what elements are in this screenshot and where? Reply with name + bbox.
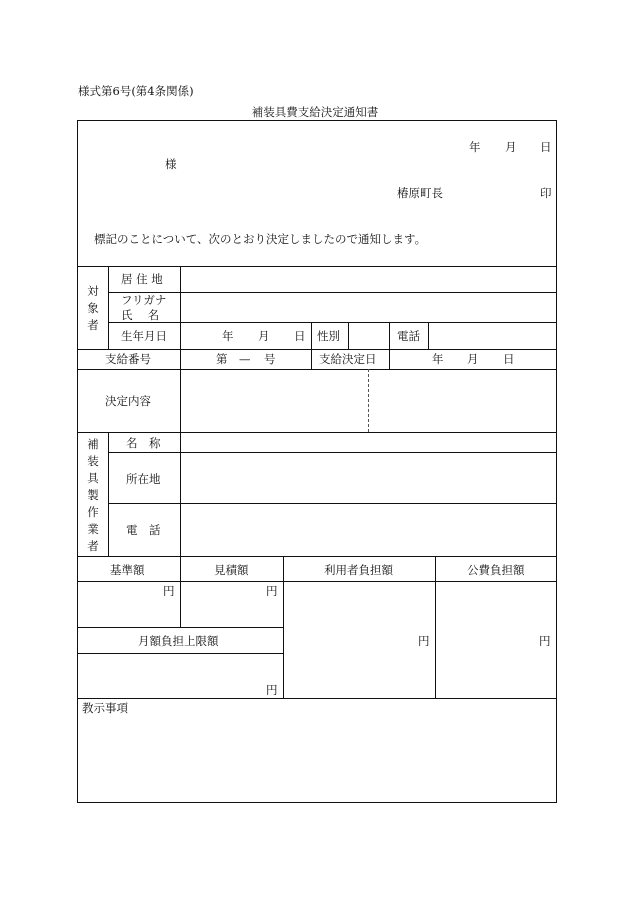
public-burden-yen: 円 [539, 634, 551, 648]
monthly-limit-yen: 円 [266, 683, 278, 697]
user-burden-label: 利用者負担額 [324, 563, 393, 577]
monthly-limit-label: 月額負担上限額 [138, 634, 219, 648]
addressee-suffix: 様 [165, 157, 177, 171]
decision-date-label: 支給決定日 [319, 352, 377, 366]
decision-label: 決定内容 [105, 394, 151, 408]
maker-phone-label: 電 話 [126, 523, 161, 537]
payment-number-prefix: 第 [216, 352, 228, 366]
user-burden-yen: 円 [418, 634, 430, 648]
seal-mark: 印 [540, 186, 552, 200]
birth-label: 生年月日 [121, 329, 167, 343]
page-title: 補装具費支給決定通知書 [251, 105, 379, 119]
gender-label: 性別 [317, 329, 340, 343]
header-date-month: 月 [505, 140, 517, 154]
issuer: 椿原町長 [397, 186, 443, 200]
public-burden-label: 公費負担額 [467, 563, 525, 577]
form-number: 様式第6号(第4条関係) [78, 84, 194, 98]
maker-location-label: 所在地 [126, 472, 161, 486]
birth-month: 月 [258, 329, 270, 343]
estimate-amount-label: 見積額 [214, 563, 249, 577]
decision-date-year: 年 [432, 352, 444, 366]
instructions-label: 教示事項 [82, 701, 128, 715]
standard-amount-yen: 円 [163, 584, 175, 598]
birth-day: 日 [294, 329, 306, 343]
estimate-amount-yen: 円 [266, 584, 278, 598]
address-label: 居 住 地 [121, 272, 163, 286]
maker-name-label: 名 称 [126, 436, 161, 450]
payment-number-suffix: 号 [264, 352, 276, 366]
header-date-day: 日 [540, 140, 552, 154]
payment-number-label: 支給番号 [105, 352, 151, 366]
subject-group-label: 対 象 者 [87, 284, 99, 332]
decision-date-month: 月 [467, 352, 479, 366]
header-date-year: 年 [469, 140, 481, 154]
birth-year: 年 [222, 329, 234, 343]
standard-amount-label: 基準額 [110, 563, 145, 577]
decision-date-day: 日 [503, 352, 515, 366]
name-label: 氏 名 [121, 308, 160, 322]
payment-number-dash: — [239, 352, 251, 366]
phone-label: 電話 [397, 329, 420, 343]
notice-body: 標記のことについて、次のとおり決定しましたので通知します。 [94, 232, 427, 246]
maker-group-label: 補 装 具 製 作 業 者 [87, 437, 99, 553]
furigana-label: フリガナ [121, 293, 167, 307]
